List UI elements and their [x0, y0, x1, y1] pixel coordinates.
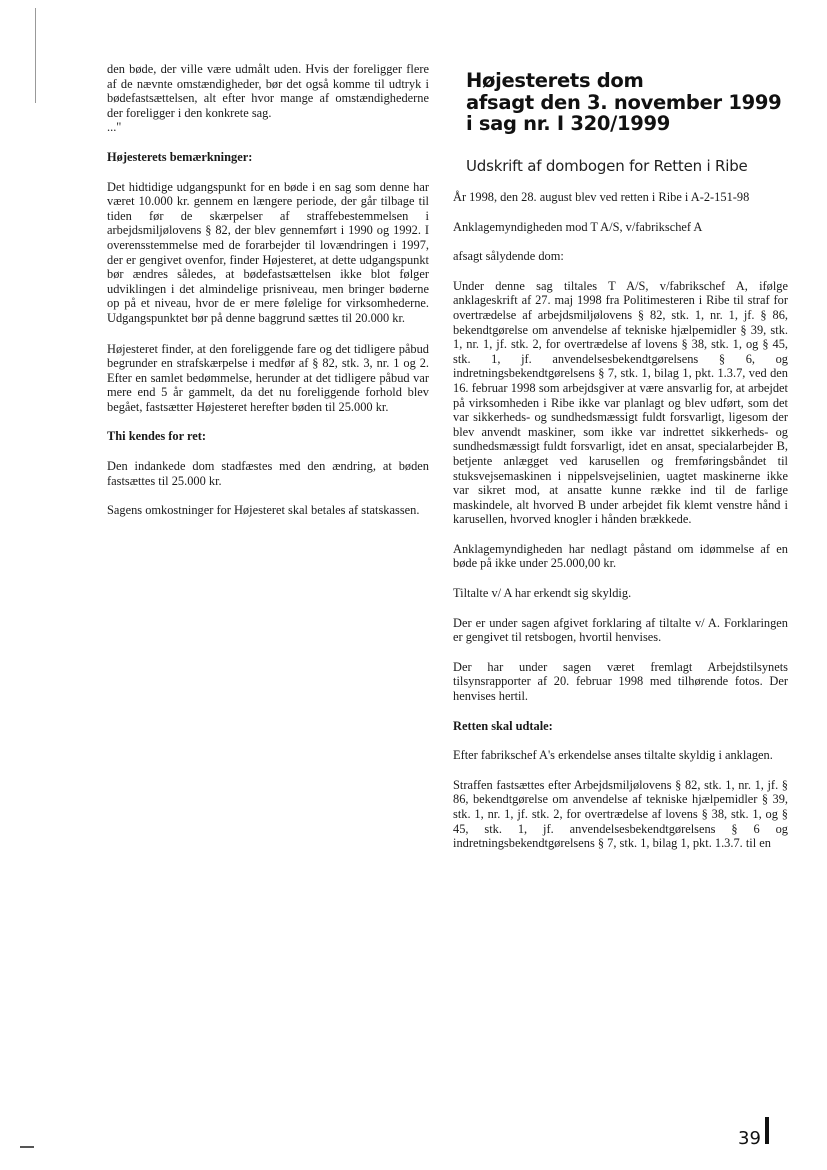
- sentence-paragraph: Straffen fastsættes efter Arbejdsmiljølovens § 82, stk. 1, nr. 1, jf. § 86, bekendtgørelse om anvendelse af tekniske hjælpemidler § 39, stk. 1, nr. 1, jf. stk. 2, for overtrædelse af lovens § 38, stk. 1, og § 45, stk. 1, jf. anvendelsesbekendtgørelsens § 6 og indretningsbekendtgørelsens § 7, stk. 1, bilag 1, pkt. 1.3.7. til en: [453, 777, 788, 851]
- testimony-paragraph: Der er under sagen afgivet forklaring af tiltalte v/ A. Forklaringen er gengivet til retsbogen, hvortil henvises.: [453, 615, 788, 645]
- claim-paragraph: Anklagemyndigheden har nedlagt påstand om idømmelse af en bøde på ikke under 25.000,00 kr.: [453, 541, 788, 571]
- scan-margin-line: [35, 8, 36, 103]
- title-line-2: afsagt den 3. november 1999: [466, 90, 782, 114]
- quote-continuation: den bøde, der ville være udmålt uden. Hvis der foreligger flere af de nævnte omstændigheder, bør det også komme til udtryk i bødefastsættelsen, alt efter hvor mange af omstændighederne der foreligger i den konkrete sag.: [107, 62, 429, 120]
- charges-paragraph: Under denne sag tiltales T A/S, v/fabrikschef A, ifølge anklageskrift af 27. maj 1998 fra Politimesteren i Ribe til straf for overtrædelse af arbejdsmiljølovens § 82, stk. 1, nr. 1, jf. § 86, bekendtgørelse om anvendelse af tekniske hjælpemidler § 39, stk. 1, nr. 1, jf. stk. 2, for overtrædelse af lovens § 38, stk. 1, og § 45, stk. 1, jf. anvendelsesbekendtgørelsens § 6, og indretningsbekendtgørelsens § 7, stk. 1, bilag 1, pkt. 1.3.7, ved den 16. februar 1998 som arbejdsgiver at være ansvarlig for, at arbejdet på virksomheden i Ribe ikke var planlagt og blev udført, som det var sikkerheds- og sundhedsmæssigt fuldt forsvarligt, ligesom der blev anvendt maskiner, som ikke var indrettet sikkerheds- og sundhedsmæssigt fuldt forsvarligt, idet en ansat, specialarbejder B, betjente anlægget ved karusellen og fremføringsbåndet til stuksvejsemaskinen i nippelsvejselinien, uagtet maskinerne ikke var sikret mod, at ansatte kunne række ind til de farlige maskindele, alt hvorved B under arbejdet fik klemt venstre hånd i karusellen, hvorved knogler i hånden brækkede.: [453, 278, 788, 527]
- page-number: 39: [738, 1128, 761, 1149]
- scan-corner-mark: [20, 1146, 34, 1148]
- parties-paragraph: Anklagemyndigheden mod T A/S, v/fabrikschef A: [453, 219, 703, 234]
- judgment-title: [466, 70, 806, 135]
- verdict-heading: Thi kendes for ret:: [107, 429, 207, 444]
- judgment-subtitle: Udskrift af dombogen for Retten i Ribe: [466, 157, 748, 175]
- quote-end: ...": [107, 120, 122, 135]
- case-intro-paragraph: År 1998, den 28. august blev ved retten i Ribe i A-2-151-98: [453, 190, 750, 204]
- left-column: [107, 62, 429, 533]
- remarks-heading: Højesterets bemærkninger:: [107, 149, 253, 164]
- evidence-paragraph: Der har under sagen været fremlagt Arbejdstilsynets tilsynsrapporter af 20. februar 1998 med tilhørende fotos. Der henvises hertil.: [453, 659, 788, 704]
- remarks-paragraph: Det hidtidige udgangspunkt for en bøde i en sag som denne har været 10.000 kr. gennem en længere periode, der går tilbage til tiden før de skærpelser af straffebestemmelsen i arbejdsmiljølovens § 82, der blev gennemført i 1990 og 1992. I overensstemmelse med de forarbejder til lovændringen i 1997, der er gengivet ovenfor, finder Højesteret, at dette udgangspunkt bør ændres således, at bødefastsættelsen ikke blot følger udviklingen i det almindelige prisniveau, men bringer bøderne op på et niveau, hvor de er mere følelige for virksomhederne. Udgangspunktet bør på denne baggrund sættes til 20.000 kr.: [107, 179, 429, 325]
- guilt-paragraph: Efter fabrikschef A's erkendelse anses tiltalte skyldig i anklagen.: [453, 748, 773, 763]
- finding-paragraph: Højesteret finder, at den foreliggende fare og det tidligere påbud begrunder en strafskærpelse i medfør af § 82, stk. 3, nr. 1 og 2. Efter en samlet bedømmelse, herunder at det tidligere påbud var mere end 5 år gammelt, da det nu foreliggende forhold blev begået, fastsætter Højesteret herefter bøden til 25.000 kr.: [107, 341, 429, 414]
- ruling-intro-paragraph: afsagt sålydende dom:: [453, 249, 564, 264]
- title-line-3: i sag nr. I 320/1999: [466, 112, 671, 135]
- right-column: [453, 190, 788, 866]
- title-line-1: Højesterets dom: [466, 69, 644, 92]
- page-number-bar: [765, 1117, 769, 1144]
- verdict-paragraph: Den indankede dom stadfæstes med den ændring, at bøden fastsættes til 25.000 kr.: [107, 459, 429, 488]
- court-heading: Retten skal udtale:: [453, 718, 553, 733]
- plea-paragraph: Tiltalte v/ A har erkendt sig skyldig.: [453, 586, 632, 601]
- costs-paragraph: Sagens omkostninger for Højesteret skal betales af statskassen.: [107, 503, 420, 518]
